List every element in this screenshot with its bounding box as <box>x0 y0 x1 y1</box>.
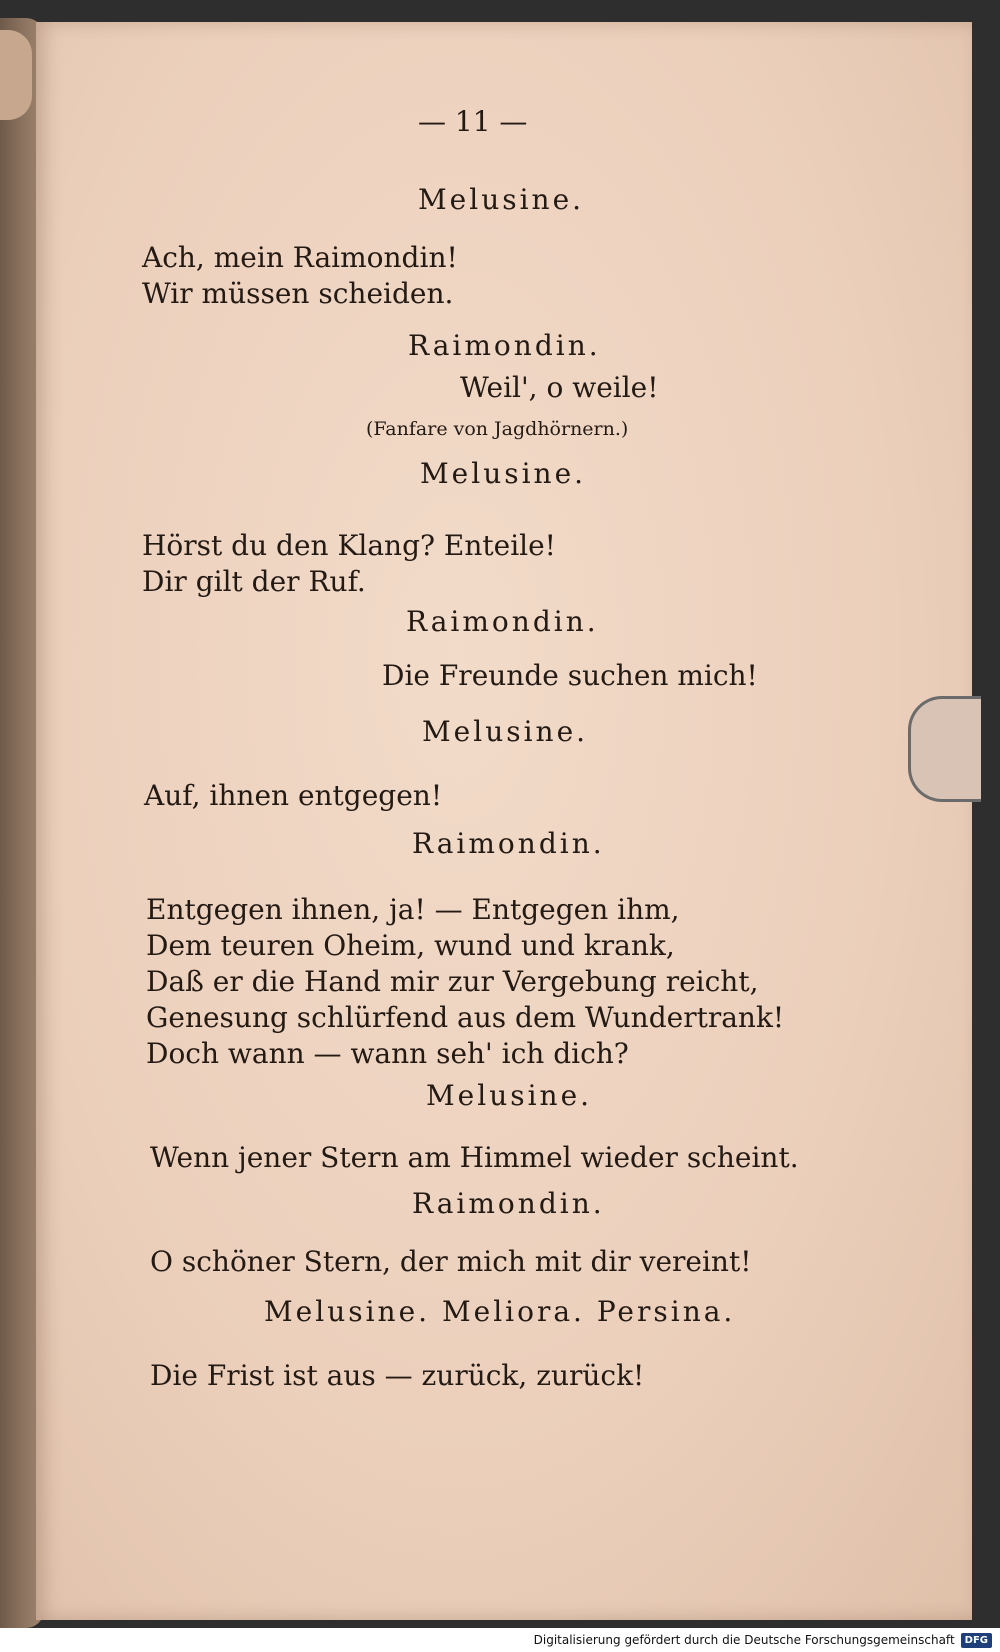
verse-line: Genesung schlürfend aus dem Wundertrank! <box>146 1001 785 1034</box>
speaker-name: Melusine. <box>420 457 587 490</box>
verse-line: Doch wann — wann seh' ich dich? <box>146 1037 629 1070</box>
speaker-name: Raimondin. <box>412 1187 605 1220</box>
verse-line: Weil', o weile! <box>460 371 659 404</box>
speaker-name: Raimondin. <box>408 329 601 362</box>
verse-line: Ach, mein Raimondin! <box>142 241 458 274</box>
speaker-names: Melusine. Meliora. Persina. <box>264 1295 736 1328</box>
verse-line: Die Frist ist aus — zurück, zurück! <box>150 1359 645 1392</box>
speaker-name: Melusine. <box>422 715 589 748</box>
page-number: — 11 — <box>418 105 528 138</box>
footer-credit <box>0 1628 1000 1652</box>
verse-line: Die Freunde suchen mich! <box>382 659 758 692</box>
verse-line: Daß er die Hand mir zur Vergebung reicht, <box>146 965 759 998</box>
verse-line: Dem teuren Oheim, wund und krank, <box>146 929 675 962</box>
verse-line: Entgegen ihnen, ja! — Entgegen ihm, <box>146 893 680 926</box>
speaker-name: Raimondin. <box>412 827 605 860</box>
verse-line: Dir gilt der Ruf. <box>142 565 366 598</box>
verse-line: Auf, ihnen entgegen! <box>144 779 443 812</box>
stage-direction: (Fanfare von Jagdhörnern.) <box>366 418 629 440</box>
verse-line: O schöner Stern, der mich mit dir vereint! <box>150 1245 752 1278</box>
dfg-logo: DFG <box>961 1633 992 1648</box>
speaker-name: Raimondin. <box>406 605 599 638</box>
verse-line: Wir müssen scheiden. <box>142 277 454 310</box>
verse-line: Wenn jener Stern am Himmel wieder scheint. <box>150 1141 799 1174</box>
verse-line: Hörst du den Klang? Enteile! <box>142 529 556 562</box>
speaker-name: Melusine. <box>418 183 585 216</box>
footer-text: Digitalisierung gefördert durch die Deutsche Forschungsgemeinschaft <box>533 1633 955 1647</box>
speaker-name: Melusine. <box>426 1079 593 1112</box>
